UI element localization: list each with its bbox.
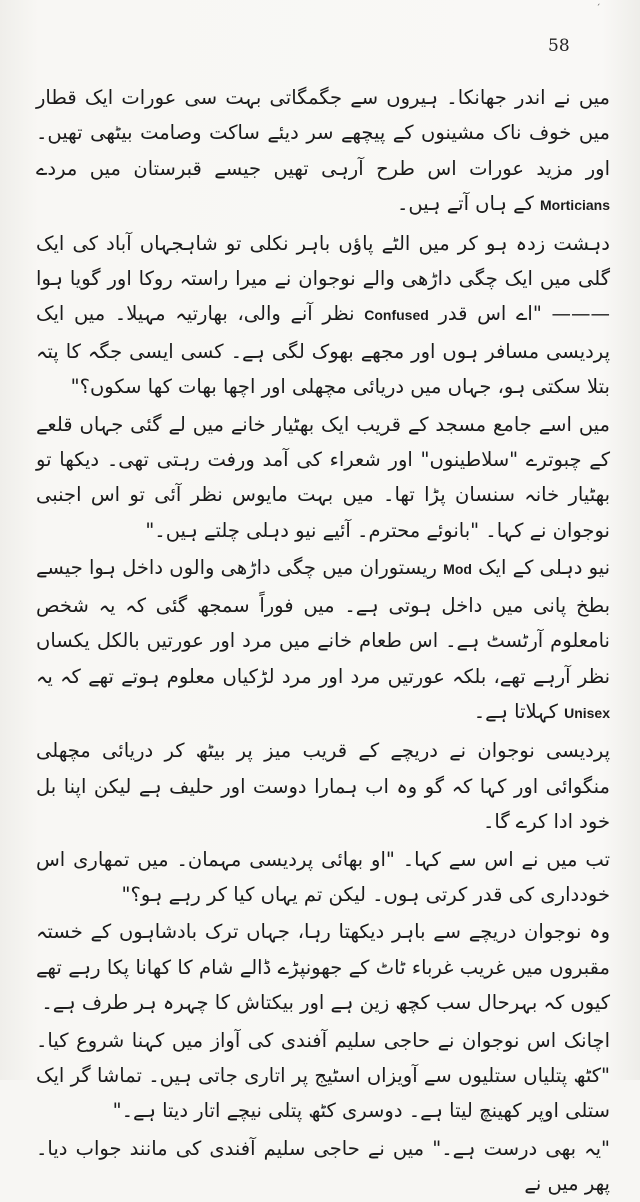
latin-word: Morticians <box>539 197 610 214</box>
text-run: تب میں نے اس سے کہا۔ "او بھائی پردیسی مہمان۔ میں تمھاری اس خودداری کی قدر کرتی ہوں۔ لیکن تم یہاں کیا کر رہے ہو؟" <box>36 847 610 906</box>
page-text <box>36 80 610 1202</box>
text-run: نیو دہلی کے ایک <box>471 556 610 580</box>
paragraph <box>36 226 610 405</box>
text-run: میں اسے جامع مسجد کے قریب ایک بھٹیار خانے میں لے گئی جہاں قلعے کے چبوترے "سلاطینوں" اور شعراء کی آمد ورفت رہتی تھی۔ دیکھا تو بھٹیار خانہ سنسان پڑا تھا۔ میں بہت مایوس نظر آئی تو اس اجنبی نوجوان نے کہا۔ "بانوئے محترم۔ آئیے نیو دہلی چلتے ہیں۔" <box>36 412 610 542</box>
text-run: ریستوران میں چگی داڑھی والوں داخل ہوا جیسے بطخ پانی میں داخل ہوتی ہے۔ میں فوراً سمجھ گئی کہ یہ شخص نامعلوم آرٹسٹ ہے۔ اس طعام خانے میں مرد اور عورتیں بالکل یکساں نظر آرہے تھے، بلکہ عورتیں مرد اور مرد لڑکیاں معلوم ہوتے تھے کہ یہ <box>36 556 610 688</box>
text-run: کہلاتا ہے۔ <box>473 699 565 723</box>
paragraph <box>36 407 610 549</box>
text-run: میں نے اندر جھانکا۔ ہیروں سے جگمگاتی بہت سی عورات ایک قطار میں خوف ناک مشینوں کے پیچھے سر دیئے ساکت وصامت بیٹھی تھیں۔ اور مزید عورات اس طرح آرہی تھیں جیسے قبرستان میں مردے <box>36 86 610 180</box>
text-run: دہشت زدہ ہو کر میں الٹے پاؤں باہر نکلی تو شاہجہاں آباد کی ایک گلی میں ایک چگی داڑھی والے نوجوان نے میرا راستہ روکا اور گویا ہوا ——— "اے اس قدر <box>36 231 610 326</box>
paragraph <box>36 1131 610 1202</box>
paragraph <box>36 733 610 839</box>
text-run: نظر آنے والی، بھارتیہ مہیلا۔ میں ایک پردیسی مسافر ہوں اور مجھے بھوک لگی ہے۔ کسی ایسی جگہ کا پتہ بتلا سکتی ہو، جہاں میں دریائی مچھلی اور اچھا بھات کھا سکوں؟" <box>36 302 610 399</box>
latin-word: Mod <box>443 561 472 578</box>
text-run: اچانک اس نوجوان نے حاجی سلیم آفندی کی آواز میں کہنا شروع کیا۔ "کٹھ پتلیاں ستلیوں سے آویزاں اسٹیج پر اتاری جاتی ہیں۔ تماشا گر ایک ستلی اوپر کھینچ لیتا ہے۔ دوسری کٹھ پتلی نیچے اتار دیتا ہے۔" <box>36 1028 610 1123</box>
latin-word: Confused <box>364 307 429 324</box>
paragraph <box>36 842 610 913</box>
latin-word: Unisex <box>564 704 610 721</box>
page-number: 58 <box>548 36 570 56</box>
scan-mark: ˊ <box>596 4 601 14</box>
text-run: "یہ بھی درست ہے۔" میں نے حاجی سلیم آفندی کی مانند جواب دیا۔ پھر میں نے <box>36 1136 610 1196</box>
paragraph <box>36 914 610 1020</box>
paragraph <box>36 550 610 731</box>
paragraph <box>36 1023 610 1129</box>
text-run: پردیسی نوجوان نے دریچے کے قریب میز پر بیٹھ کر دریائی مچھلی منگوائی اور کہا کہ گو وہ اب ہمارا دوست اور حلیف ہے لیکن اپنا بل خود ادا کرے گا۔ <box>36 739 610 834</box>
paragraph <box>36 80 610 224</box>
text-run: وہ نوجوان دریچے سے باہر دیکھتا رہا، جہاں ترک بادشاہوں کے خستہ مقبروں میں غریب غرباء ٹاٹ کے جھونپڑے ڈالے شام کا کھانا پکا رہے تھے کیوں کہ بہرحال سب کچھ زین ہے اور بیکتاش کا چہرہ ہر طرف ہے۔ <box>36 920 610 1015</box>
text-run: کے ہاں آتے ہیں۔ <box>396 192 540 216</box>
